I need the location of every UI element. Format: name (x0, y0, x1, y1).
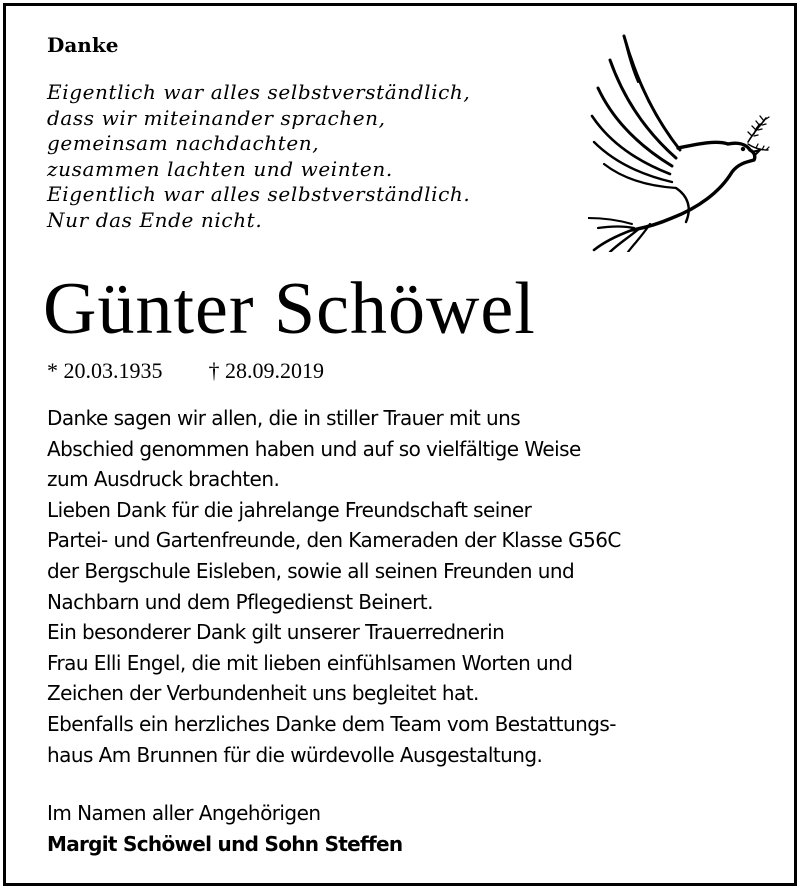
text-line: Nachbarn und dem Pflegedienst Beinert. (47, 589, 433, 614)
death-date: † 28.09.2019 (208, 358, 324, 383)
closing-line: Im Namen aller Angehörigen (47, 801, 321, 825)
text-line: Abschied genommen haben und auf so vielfältige Weise (47, 436, 581, 461)
text-line: Danke sagen wir allen, die in stiller Trauer mit uns (47, 406, 521, 430)
text-line: zum Ausdruck brachten. (47, 467, 280, 492)
poem-line: dass wir miteinander sprachen, (47, 105, 386, 130)
poem-line: zusammen lachten und weinten. (47, 156, 393, 181)
dove-with-olive-branch-icon (588, 32, 778, 252)
poem-line: Eigentlich war alles selbstverständlich, (47, 80, 471, 104)
poem-line: Nur das Ende nicht. (47, 207, 263, 232)
text-line: Partei- und Gartenfreunde, den Kameraden der Klasse G56C (47, 528, 621, 553)
text-line: Ein besonderer Dank gilt unserer Trauerrednerin (47, 620, 505, 645)
text-line: der Bergschule Eisleben, sowie all seinen Freunden und (47, 558, 575, 583)
heading-danke: Danke (47, 33, 119, 57)
poem-line: Eigentlich war alles selbstverständlich. (47, 182, 471, 206)
birth-date: * 20.03.1935 (47, 358, 163, 383)
text-line: Frau Elli Engel, die mit lieben einfühlsamen Worten und (47, 650, 573, 675)
text-line: Ebenfalls ein herzliches Danke dem Team vom Bestattungs- (47, 711, 616, 736)
poem-line: gemeinsam nachdachten, (47, 131, 320, 155)
text-line: haus Am Brunnen für die würdevolle Ausgestaltung. (47, 742, 543, 767)
thanks-text (47, 403, 621, 770)
text-line: Lieben Dank für die jahrelange Freundschaft seiner (47, 497, 532, 522)
poem (47, 80, 470, 233)
life-dates (47, 358, 324, 384)
signature: Margit Schöwel und Sohn Steffen (47, 832, 403, 856)
text-line: Zeichen der Verbundenheit uns begleitet hat. (47, 681, 479, 706)
deceased-name: Günter Schöwel (43, 268, 536, 350)
